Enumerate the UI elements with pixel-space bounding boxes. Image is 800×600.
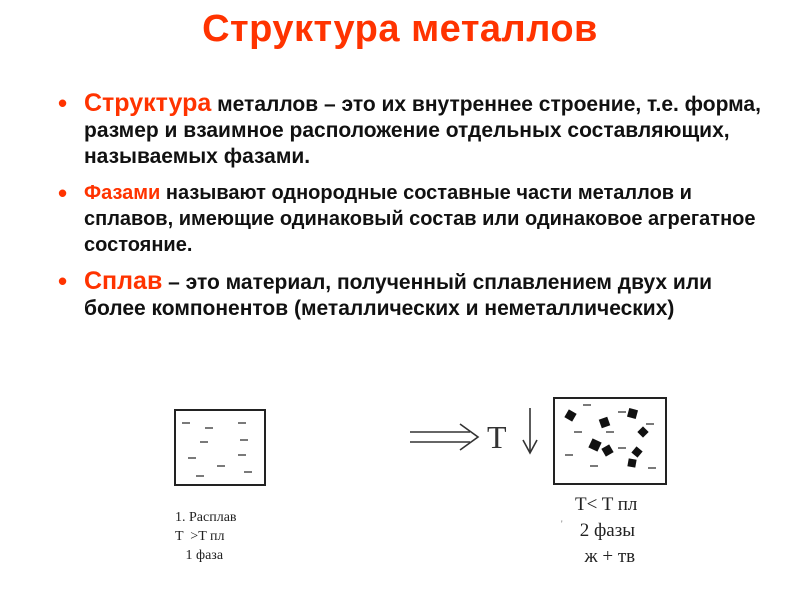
solid-crystals: [564, 408, 648, 468]
bullet-highlight: Структура: [84, 89, 212, 117]
bullet-highlight: Фазами: [84, 182, 161, 204]
arrow-down-icon: [523, 408, 537, 453]
bullet-highlight: Сплав: [84, 267, 163, 295]
page-title: Структура металлов: [202, 8, 598, 50]
two-phase-box: [554, 398, 666, 484]
melt-caption-line: T >T пл: [175, 529, 225, 544]
two-phase-caption-line: ж + тв: [575, 546, 636, 567]
melt-box: [175, 410, 265, 485]
temperature-symbol: T: [487, 419, 507, 455]
melt-caption: [175, 508, 237, 565]
two-phase-caption-line: T< T пл: [575, 494, 638, 515]
double-arrow-icon: [410, 424, 478, 450]
bullet-dot-icon: •: [58, 88, 68, 118]
bullet-text: металлов – это их внутреннее строение, т.е. форма, размер и взаимное расположение отдельных составляющих, называемых фазами.: [84, 93, 761, 168]
bullet-text: – это материал, полученный сплавлением двух или более компонентов (металлических и неметаллических): [84, 271, 713, 320]
two-phase-caption: [575, 492, 637, 570]
two-phase-caption-line: 2 фазы: [575, 520, 636, 541]
bullet-dot-icon: •: [58, 266, 68, 296]
bullet-text: называют однородные составные части металлов и сплавов, имеющие одинаковый состав или одинаковое агрегатное состояние.: [84, 182, 756, 256]
stray-mark: ': [561, 519, 563, 529]
bullet-dot-icon: •: [58, 178, 68, 208]
melt-caption-line: 1. Расплав: [175, 510, 237, 525]
melt-caption-line: 1 фаза: [175, 548, 224, 563]
melt-particles: [182, 423, 252, 476]
